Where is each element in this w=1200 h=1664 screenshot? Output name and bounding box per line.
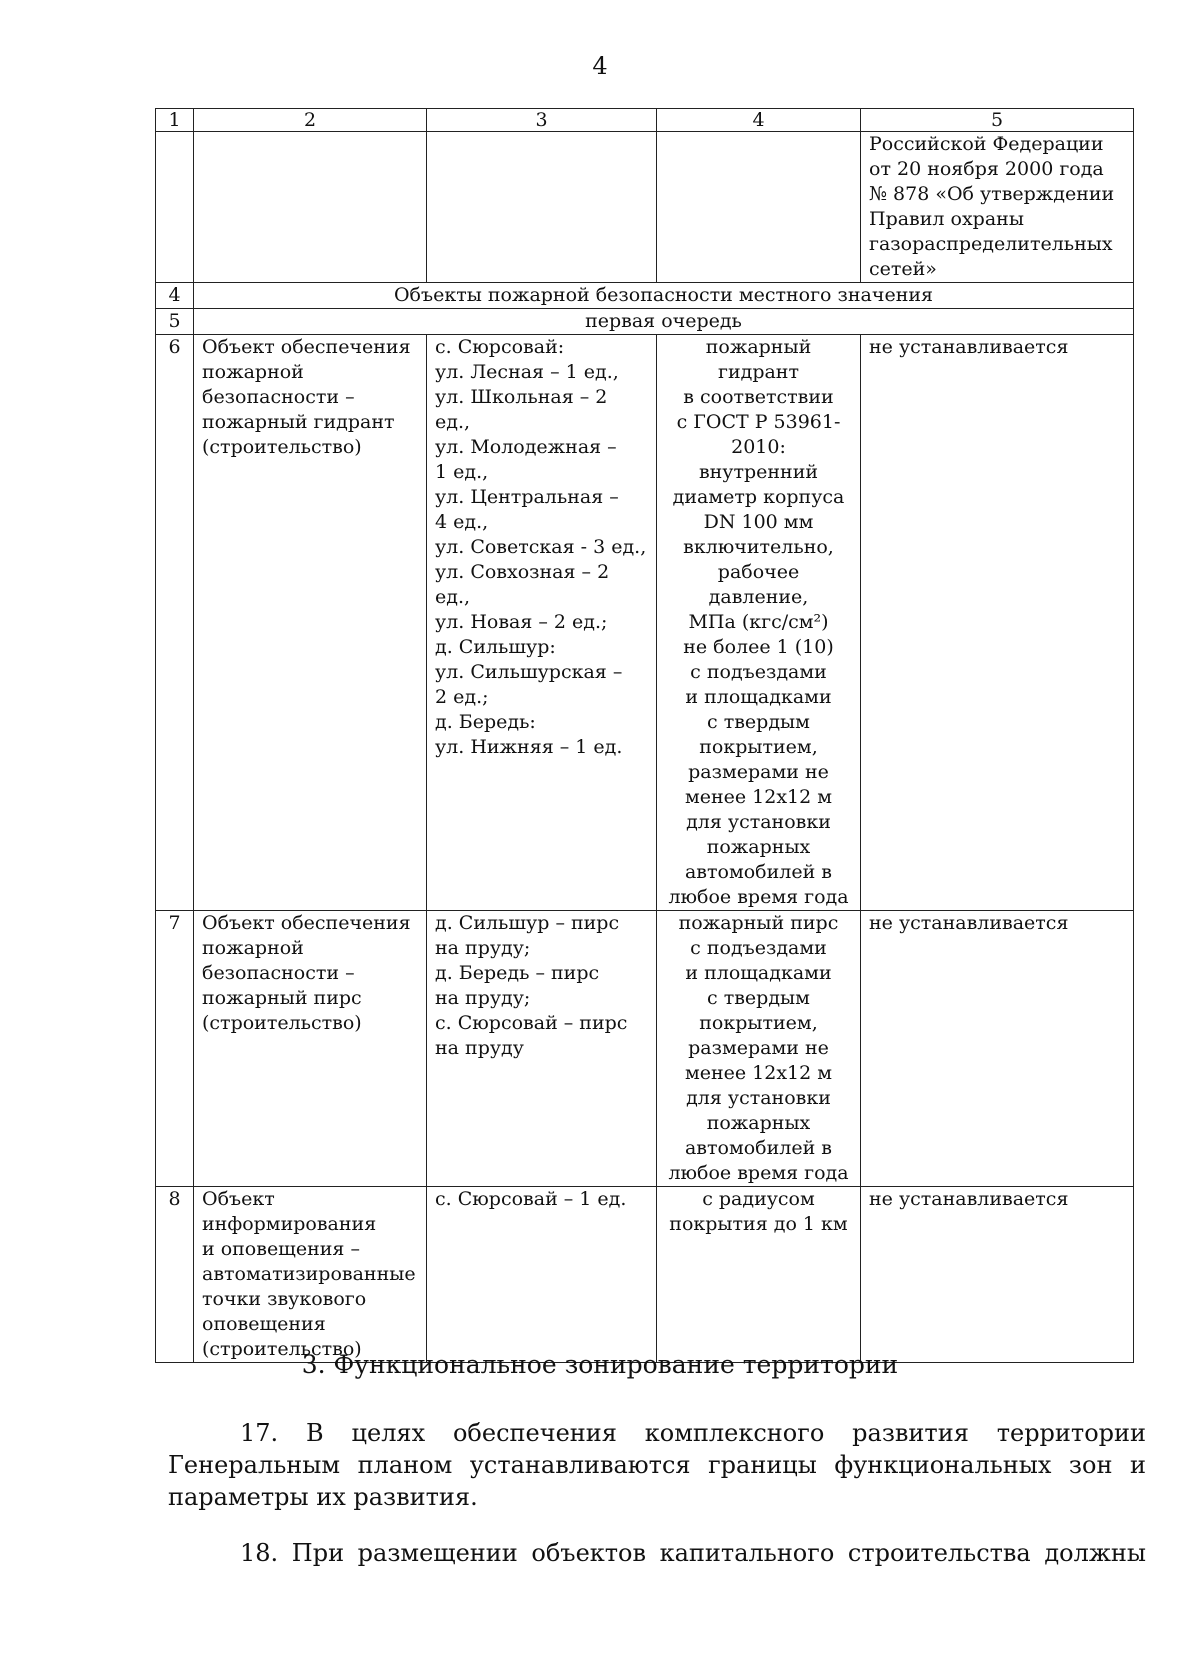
page-number: 4 [592, 52, 608, 80]
object-name: Объект обеспечения пожарной безопасности – пожарный пирс (строительство) [194, 911, 427, 1187]
object-location: с. Сюрсовай: ул. Лесная – 1 ед., ул. Школьная – 2 ед., ул. Молодежная – 1 ед., ул. Центральная – 4 ед., ул. Советская - 3 ед., ул. Совхозная – 2 ед., ул. Новая – 2 ед.; д. Сильшур: ул. Сильшурская – 2 ед.; д. Бередь: ул. Нижняя – 1 ед. [427, 335, 657, 911]
stage-row [156, 309, 1134, 335]
row-number: 5 [156, 309, 194, 335]
object-zone: не устанавливается [861, 1187, 1134, 1363]
table-row [156, 335, 1134, 911]
objects-table [155, 108, 1134, 1363]
row-number: 7 [156, 911, 194, 1187]
header-cell: 5 [861, 109, 1134, 132]
row-number: 4 [156, 283, 194, 309]
header-cell: 1 [156, 109, 194, 132]
table-cell [156, 132, 194, 283]
object-zone: не устанавливается [861, 335, 1134, 911]
object-zone: не устанавливается [861, 911, 1134, 1187]
object-location: с. Сюрсовай – 1 ед. [427, 1187, 657, 1363]
header-cell: 4 [657, 109, 861, 132]
paragraph-18: 18. При размещении объектов капитального строительства должны [240, 1539, 1146, 1567]
object-characteristics: с радиусом покрытия до 1 км [657, 1187, 861, 1363]
header-cell: 3 [427, 109, 657, 132]
table-header-row [156, 109, 1134, 132]
table-row [156, 1187, 1134, 1363]
paragraph-17: 17. В целях обеспечения комплексного развития территории Генеральным планом устанавливаются границы функциональных зон и параметры их развития. [168, 1419, 1146, 1511]
section-title: Объекты пожарной безопасности местного значения [194, 283, 1134, 309]
table-cell [194, 132, 427, 283]
section-row [156, 283, 1134, 309]
object-characteristics: пожарный пирс с подъездами и площадками с твердым покрытием, размерами не менее 12х12 м для установки пожарных автомобилей в любое время года [657, 911, 861, 1187]
object-name: Объект обеспечения пожарной безопасности – пожарный гидрант (строительство) [194, 335, 427, 911]
table-row [156, 132, 1134, 283]
object-name: Объект информирования и оповещения – автоматизированные точки звукового оповещения (строительство) [194, 1187, 427, 1363]
stage-title: первая очередь [194, 309, 1134, 335]
object-location: д. Сильшур – пирс на пруду; д. Бередь – пирс на пруду; с. Сюрсовай – пирс на пруду [427, 911, 657, 1187]
header-cell: 2 [194, 109, 427, 132]
row-number: 6 [156, 335, 194, 911]
table-cell [657, 132, 861, 283]
row-number: 8 [156, 1187, 194, 1363]
continuation-cell: Российской Федерации от 20 ноября 2000 года № 878 «Об утверждении Правил охраны газораспределительных сетей» [861, 132, 1134, 283]
table-row [156, 911, 1134, 1187]
section-heading: 3. Функциональное зонирование территории [301, 1350, 899, 1379]
object-characteristics: пожарный гидрант в соответствии с ГОСТ Р 53961- 2010: внутренний диаметр корпуса DN 100 мм включительно, рабочее давление, МПа (кгс/см²) не более 1 (10) с подъездами и площадками с твердым покрытием, размерами не менее 12х12 м для установки пожарных автомобилей в любое время года [657, 335, 861, 911]
table-cell [427, 132, 657, 283]
